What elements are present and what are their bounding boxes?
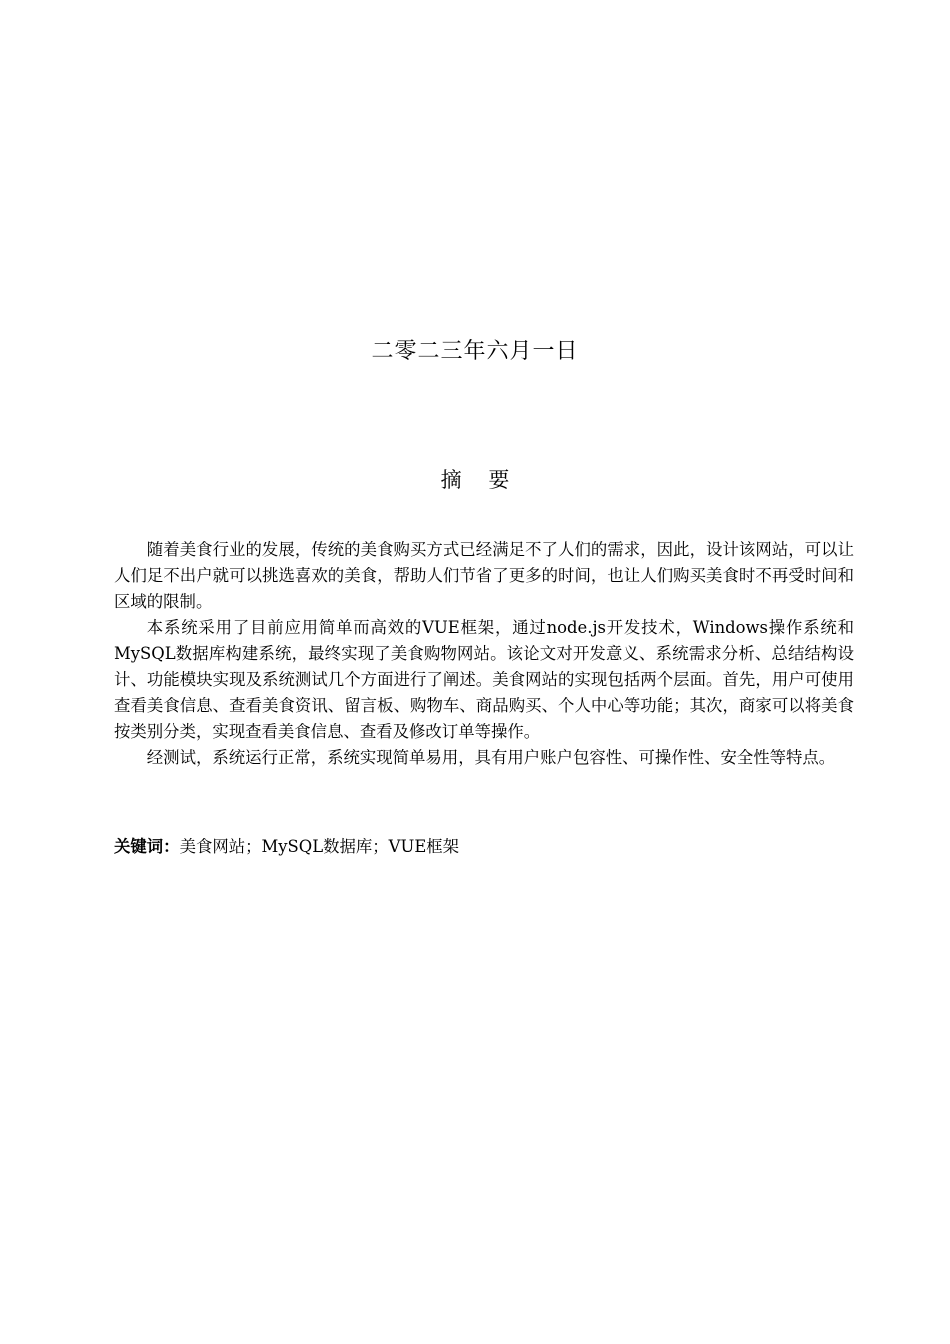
keywords-label: 关键词： (114, 837, 180, 856)
keywords-value: 美食网站；MySQL数据库；VUE框架 (179, 837, 460, 856)
abstract-paragraph-3: 经测试，系统运行正常，系统实现简单易用，具有用户账户包容性、可操作性、安全性等特点。 (146, 748, 836, 767)
abstract-paragraph-1: 随着美食行业的发展，传统的美食购买方式已经满足不了人们的需求，因此，设计该网站，可以让人们足不出户就可以挑选喜欢的美食，帮助人们节省了更多的时间，也让人们购买美食时不再受时间和区域的限制。 (114, 540, 854, 611)
abstract-paragraph-2: 本系统采用了目前应用简单而高效的VUE框架，通过node.js开发技术，Windows操作系统和MySQL数据库构建系统，最终实现了美食购物网站。该论文对开发意义、系统需求分析、总结结构设计、功能模块实现及系统测试几个方面进行了阐述。美食网站的实现包括两个层面。首先，用户可使用查看美食信息、查看美食资讯、留言板、购物车、商品购买、个人中心等功能；其次，商家可以将美食按类别分类，实现查看美食信息、查看及修改订单等操作。 (114, 618, 854, 741)
abstract-title: 摘 要 (440, 468, 510, 492)
abstract-body (114, 537, 854, 771)
keywords-line (114, 834, 854, 860)
date-line: 二零二三年六月一日 (371, 339, 579, 364)
